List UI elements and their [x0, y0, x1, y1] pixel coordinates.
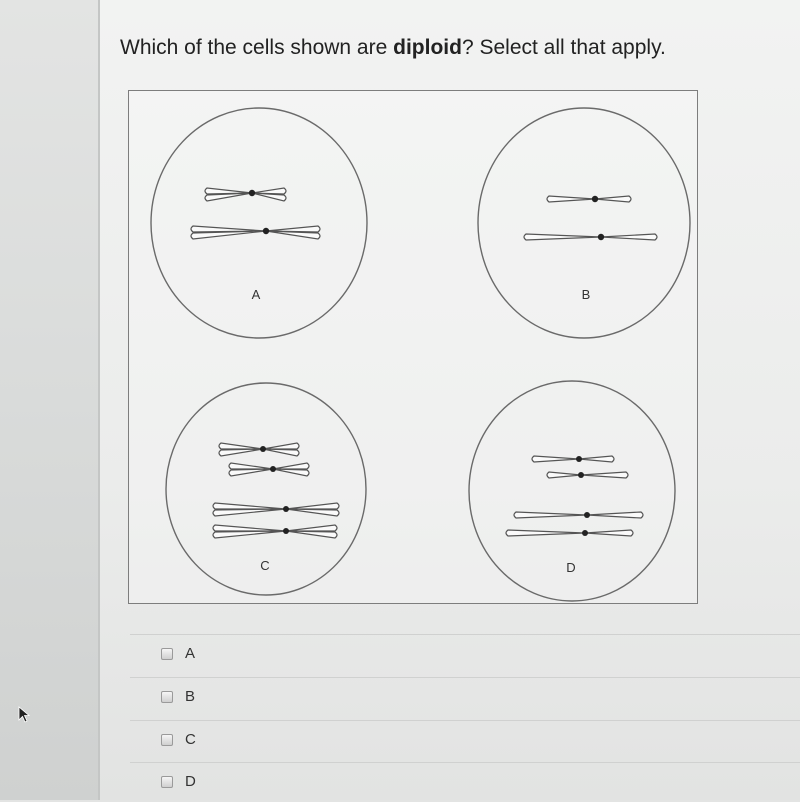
question-emphasis: diploid	[393, 36, 462, 59]
answer-option-c[interactable]	[130, 720, 800, 760]
option-label: D	[185, 773, 196, 790]
cell-d-label: D	[566, 560, 576, 575]
cell-a-membrane	[151, 108, 367, 338]
answer-option-a[interactable]	[130, 634, 800, 674]
checkbox-icon[interactable]	[161, 734, 173, 746]
cell-c-chromosome-1	[219, 443, 299, 456]
cell-a	[151, 108, 367, 338]
cell-d	[469, 381, 675, 601]
cell-c-chromosome-4	[213, 525, 337, 538]
cell-c-chromosome-3	[213, 503, 339, 516]
option-label: A	[185, 645, 196, 662]
cell-d-chromosome-4	[506, 530, 633, 536]
cell-b-chromosome-short	[547, 196, 631, 202]
cell-b-membrane	[478, 108, 690, 338]
question-text-before: Which of the cells shown are	[120, 36, 394, 59]
cell-b	[478, 108, 690, 338]
cell-d-chromosome-1	[532, 456, 614, 462]
mouse-pointer-icon	[18, 706, 32, 724]
checkbox-icon[interactable]	[161, 648, 173, 660]
cell-b-label: B	[581, 287, 591, 302]
option-label: C	[185, 731, 196, 748]
cell-b-chromosome-long	[524, 234, 657, 240]
cell-c-chromosome-2	[229, 463, 309, 476]
checkbox-icon[interactable]	[161, 776, 173, 788]
cell-c-label: C	[260, 558, 270, 573]
cell-a-label: A	[251, 287, 261, 302]
cell-a-chromosome-long	[191, 226, 320, 239]
question-text	[120, 36, 666, 60]
answer-option-b[interactable]	[130, 677, 800, 717]
option-label: B	[185, 688, 196, 705]
cell-diagram	[129, 91, 699, 605]
checkbox-icon[interactable]	[161, 691, 173, 703]
answer-option-d[interactable]	[130, 762, 800, 802]
cell-a-chromosome-short	[205, 188, 286, 201]
question-text-after: ? Select all that apply.	[461, 36, 666, 59]
cell-c	[166, 383, 366, 595]
cell-d-chromosome-2	[547, 472, 628, 478]
cell-d-chromosome-3	[514, 512, 643, 518]
cell-figure	[128, 90, 698, 604]
